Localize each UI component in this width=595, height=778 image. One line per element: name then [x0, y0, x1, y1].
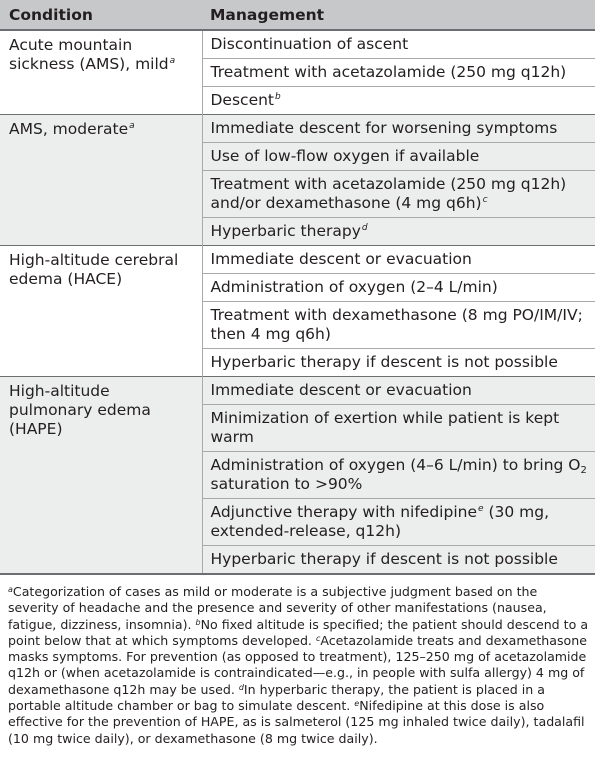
footnote-text: Categorization of cases as mild or moderate is a subjective judgment based on the severity of headache and the presence and severity of other manifestations (nausea, fatigue, dizziness, insomnia).	[8, 584, 547, 632]
management-text: Minimization of exertion while patient is kept warm	[210, 409, 560, 446]
table-row	[0, 246, 595, 274]
footnote-marker: d	[361, 223, 368, 233]
management-text: Immediate descent or evacuation	[210, 250, 472, 268]
management-text: Administration of oxygen (2–4 L/min)	[210, 278, 498, 296]
management-text: Treatment with dexamethasone (8 mg PO/IM/IV; then 4 mg q6h)	[210, 306, 583, 343]
condition-cell	[0, 115, 202, 246]
footnote-marker: e	[354, 699, 360, 709]
management-cell	[202, 246, 595, 274]
condition-cell	[0, 377, 202, 575]
subscript: 2	[580, 465, 587, 476]
footnote-text: In hyperbaric therapy, the patient is placed in a portable altitude chamber or bag to simulate descent.	[8, 681, 545, 714]
footnote-marker: c	[482, 195, 488, 205]
management-cell	[202, 546, 595, 575]
condition-group	[0, 30, 595, 115]
management-text: Immediate descent or evacuation	[210, 381, 472, 399]
management-text: Administration of oxygen (4–6 L/min) to bring O	[210, 456, 581, 474]
footnote-marker: a	[169, 56, 176, 66]
management-cell	[202, 218, 595, 246]
management-cell	[202, 87, 595, 115]
management-text: Treatment with acetazolamide (250 mg q12h) and/or dexamethasone (4 mg q6h)	[210, 175, 567, 212]
management-text: Descent	[210, 91, 275, 109]
condition-cell	[0, 246, 202, 377]
condition-group	[0, 377, 595, 575]
condition-group	[0, 246, 595, 377]
condition-text: High-altitude cerebral edema (HACE)	[9, 251, 179, 288]
management-text: Hyperbaric therapy	[210, 222, 361, 240]
management-cell	[202, 143, 595, 171]
management-cell	[202, 452, 595, 499]
table-row	[0, 115, 595, 143]
management-cell	[202, 499, 595, 546]
footnote-marker: a	[8, 585, 13, 594]
management-cell	[202, 377, 595, 405]
header-condition: Condition	[0, 0, 202, 30]
management-cell	[202, 302, 595, 349]
footnote-text: No fixed altitude is specified; the patient should descend to a point below that at which symptoms developed.	[8, 616, 589, 648]
management-cell	[202, 349, 595, 377]
footnotes	[0, 584, 590, 747]
management-text: Use of low-flow oxygen if available	[210, 147, 480, 165]
management-cell	[202, 405, 595, 452]
management-text: Immediate descent for worsening symptoms	[210, 119, 558, 137]
management-text: Discontinuation of ascent	[210, 35, 409, 53]
table-row	[0, 30, 595, 59]
footnote-marker: b	[195, 617, 201, 627]
footnote-marker: d	[238, 682, 244, 692]
condition-text: AMS, moderate	[9, 120, 129, 138]
footnote-marker: c	[315, 633, 321, 643]
condition-text: High-altitude pulmonary edema (HAPE)	[9, 382, 151, 438]
condition-text: Acute mountain sickness (AMS), mild	[9, 36, 169, 73]
management-cell	[202, 30, 595, 59]
management-text: Adjunctive therapy with nifedipine	[210, 503, 477, 521]
footnote-text: Nifedipine at this dose is also effective for the prevention of HAPE, as is salmeterol (125 mg inhaled twice daily), tadalafil (10 mg twice daily), or dexamethasone (8 mg twice daily).	[8, 698, 585, 746]
table-row	[0, 377, 595, 405]
management-cell	[202, 171, 595, 218]
condition-cell	[0, 30, 202, 115]
management-text: Treatment with acetazolamide (250 mg q12h)	[210, 63, 567, 81]
management-text-continued: saturation to >90%	[210, 475, 363, 493]
footnote-marker: e	[478, 504, 484, 514]
header-row	[0, 0, 595, 30]
management-text: Hyperbaric therapy if descent is not possible	[210, 353, 558, 371]
footnote-marker: a	[129, 121, 135, 131]
management-cell	[202, 115, 595, 143]
management-text: Hyperbaric therapy if descent is not possible	[210, 550, 558, 568]
management-cell	[202, 274, 595, 302]
footnote-marker: b	[275, 92, 281, 102]
footnote-text: Acetazolamide treats and dexamethasone masks symptoms. For prevention (as opposed to treatment), 125–250 mg of acetazolamide q12h or (when acetazolamide is contraindicated—e.g., in people with sulfa allergy) 4 mg of dexamethasone q12h may be used.	[8, 632, 587, 697]
condition-group	[0, 115, 595, 246]
management-cell	[202, 59, 595, 87]
header-management: Management	[202, 0, 595, 30]
management-text-continued: (30 mg, extended-release, q12h)	[210, 503, 550, 540]
